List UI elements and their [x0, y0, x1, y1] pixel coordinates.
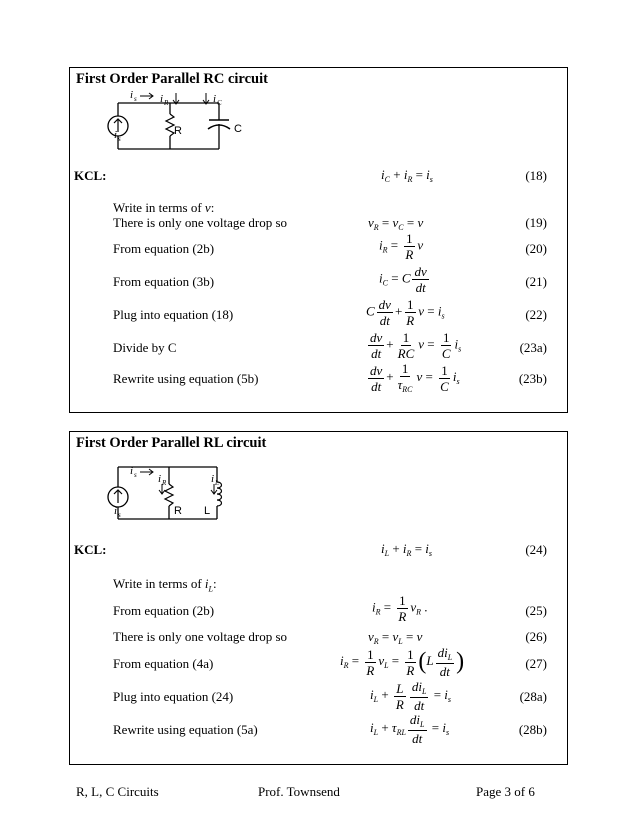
footer-center: Prof. Townsend	[258, 784, 340, 799]
resistor-label: R	[174, 505, 182, 517]
kcl-label: KCL:	[74, 542, 107, 557]
source-label: i	[114, 505, 118, 517]
voltage-equation: $v_R = v_C = v$	[368, 215, 424, 232]
ic-label: i	[213, 93, 217, 105]
il-label: i	[211, 473, 215, 485]
write-in-terms-label: Write in terms of $i_L$:	[113, 576, 217, 594]
source-label-sub: s	[118, 135, 121, 143]
kcl-equation: $i_C + i_R = i_s$	[381, 167, 433, 184]
equation-number: (20)	[525, 241, 547, 256]
ir-l-equation: $i_R$ = $\frac{1}{R}$ $v_L$ = $\frac{1}{R}$ (L $\frac{di_L}{dt}$ )	[340, 645, 465, 679]
rewrite-equation: $i_L + \tau_{RL}$ $\frac{di_L}{dt}$ = $i_s$	[370, 712, 450, 746]
equation-number: (18)	[525, 168, 547, 183]
ic-label-sub: C	[217, 99, 222, 107]
equation-number: (27)	[525, 656, 547, 671]
rewrite-equation: $\frac{dv}{dt}$ + $\frac{1}{\tau_{RC}}$ v = $\frac{1}{C}$ $i_s$	[370, 361, 460, 394]
is-label: i	[130, 89, 134, 101]
footer-right: Page 3 of 6	[476, 784, 535, 799]
plug-equation: $i_L$ + $\frac{L}{R}$ $\frac{di_L}{dt}$ = $i_s$	[370, 679, 452, 713]
section-title: First Order Parallel RL circuit	[76, 435, 267, 451]
equation-number: (22)	[525, 307, 547, 322]
source-label-sub: s	[118, 511, 121, 519]
step-label: There is only one voltage drop so	[113, 629, 288, 644]
ir-equation: $i_R$ = $\frac{1}{R}$ v	[379, 231, 424, 262]
equation-number: (28a)	[519, 689, 547, 704]
step-label: Rewrite using equation (5b)	[113, 371, 259, 386]
is-label-sub: s	[134, 471, 137, 479]
step-label: From equation (3b)	[113, 274, 215, 289]
step-label: There is only one voltage drop so	[113, 215, 288, 230]
ir-label: i	[160, 93, 164, 105]
kcl-label: KCL:	[74, 168, 107, 183]
kcl-equation: $i_L + i_R = i_s$	[381, 541, 433, 558]
rl-circuit-section	[69, 431, 568, 765]
ir-label-sub: R	[162, 479, 167, 487]
ic-equation: $i_C = C$ $\frac{dv}{dt}$	[379, 264, 427, 295]
divide-equation: $\frac{dv}{dt}$ + $\frac{1}{RC}$ v = $\frac{1}{C}$ $i_s$	[370, 330, 462, 361]
capacitor-label: C	[234, 123, 242, 135]
resistor-label: R	[174, 125, 182, 137]
footer-left: R, L, C Circuits	[76, 784, 159, 799]
write-in-terms-label: Write in terms of v:	[113, 200, 215, 215]
step-label: From equation (4a)	[113, 656, 214, 671]
step-label: From equation (2b)	[113, 241, 215, 256]
ir-label-sub: R	[164, 99, 169, 107]
rc-circuit-diagram	[70, 68, 569, 168]
rl-circuit-diagram	[70, 432, 569, 532]
il-label-sub: L	[215, 479, 219, 487]
ir-equation: $i_R$ = $\frac{1}{R}$ $v_R$ .	[372, 593, 428, 624]
is-label-sub: s	[134, 95, 137, 103]
equation-number: (19)	[525, 215, 547, 230]
equation-number: (25)	[525, 603, 547, 618]
source-label: i	[114, 129, 118, 141]
ir-label: i	[158, 473, 162, 485]
equation-number: (21)	[525, 274, 547, 289]
step-label: From equation (2b)	[113, 603, 215, 618]
is-label: i	[130, 465, 134, 477]
voltage-equation: $v_R = v_L = v$	[368, 629, 423, 646]
equation-number: (28b)	[518, 722, 547, 737]
section-title: First Order Parallel RC circuit	[76, 71, 268, 87]
step-label: Rewrite using equation (5a)	[113, 722, 258, 737]
equation-number: (24)	[525, 542, 547, 557]
step-label: Divide by C	[113, 340, 177, 355]
step-label: Plug into equation (24)	[113, 689, 234, 704]
equation-number: (26)	[525, 629, 547, 644]
inductor-label: L	[204, 505, 211, 517]
plug-equation: C $\frac{dv}{dt}$ + $\frac{1}{R}$ $v = i_s$	[366, 297, 445, 328]
equation-number: (23a)	[519, 340, 547, 355]
step-label: Plug into equation (18)	[113, 307, 234, 322]
rc-circuit-section	[69, 67, 568, 413]
equation-number: (23b)	[518, 371, 547, 386]
